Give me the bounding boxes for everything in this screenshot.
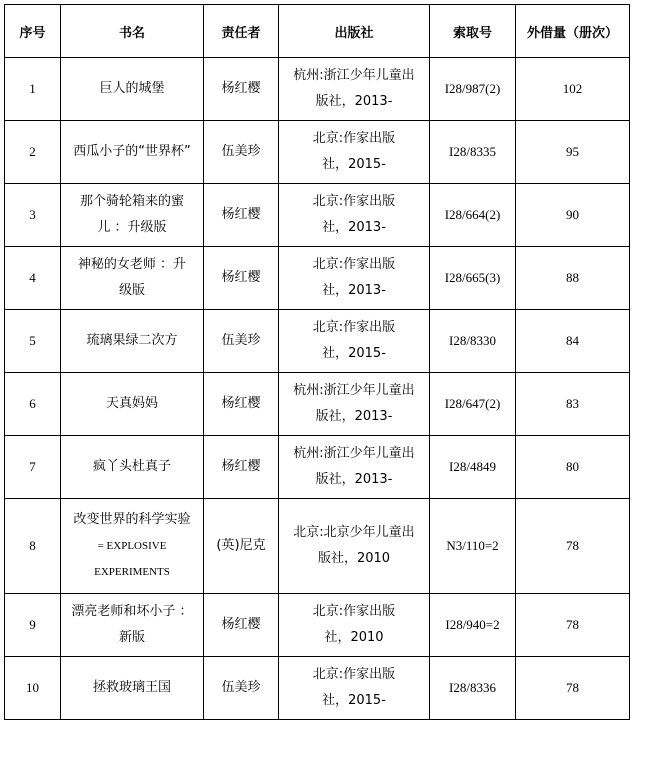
book-title-cell: [61, 373, 204, 436]
publisher-line: 杭州:浙江少年儿童出: [293, 446, 415, 461]
author-cell: 杨红樱: [204, 373, 279, 436]
book-title-line: EXPERIMENTS: [94, 566, 170, 578]
table-row: [5, 184, 630, 247]
publisher-cell: [279, 436, 430, 499]
author-cell: 杨红樱: [204, 594, 279, 657]
book-loan-table: [4, 4, 630, 720]
book-title-line: 天真妈妈: [105, 396, 158, 411]
table-row: [5, 58, 630, 121]
table-row: [5, 499, 630, 594]
publisher-cell: [279, 657, 430, 720]
book-title-line: 神秘的女老师 ：升: [77, 257, 187, 272]
header-publisher: 出版社: [279, 5, 430, 58]
publisher-line: 社，2013-: [322, 283, 386, 298]
publisher-line: 版社，2010: [317, 551, 391, 566]
book-title-cell: [61, 499, 204, 594]
author-cell: 伍美珍: [204, 310, 279, 373]
book-title-cell: [61, 184, 204, 247]
publisher-line: 杭州:浙江少年儿童出: [293, 68, 415, 83]
table-row: [5, 310, 630, 373]
call-number-cell: I28/8336: [430, 657, 516, 720]
row-number-cell: 6: [5, 373, 61, 436]
book-title-line: 琉璃果绿二次方: [86, 333, 178, 348]
publisher-cell: [279, 121, 430, 184]
book-title-line: = EXPLOSIVE: [97, 540, 167, 552]
call-number-cell: I28/664(2): [430, 184, 516, 247]
row-number-cell: 2: [5, 121, 61, 184]
book-title-line: 级版: [118, 283, 145, 298]
row-number-cell: 1: [5, 58, 61, 121]
publisher-line: 北京:作家出版: [312, 194, 396, 209]
publisher-line: 版社，2013-: [315, 472, 393, 487]
author-cell: (英)尼克: [204, 499, 279, 594]
publisher-line: 社，2015-: [322, 693, 386, 708]
header-loan-count: 外借量（册次）: [516, 5, 630, 58]
book-title-line: 拯救玻璃王国: [92, 680, 171, 695]
row-number-cell: 9: [5, 594, 61, 657]
call-number-cell: I28/665(3): [430, 247, 516, 310]
call-number-cell: I28/987(2): [430, 58, 516, 121]
loan-count-cell: 90: [516, 184, 630, 247]
publisher-line: 杭州:浙江少年儿童出: [293, 383, 415, 398]
loan-count-cell: 80: [516, 436, 630, 499]
publisher-line: 社，2013-: [322, 220, 386, 235]
book-title-cell: [61, 247, 204, 310]
call-number-cell: I28/8335: [430, 121, 516, 184]
book-title-line: 巨人的城堡: [99, 81, 165, 96]
loan-count-cell: 78: [516, 657, 630, 720]
publisher-line: 北京:作家出版: [312, 320, 396, 335]
table-row: [5, 594, 630, 657]
publisher-cell: [279, 247, 430, 310]
publisher-cell: [279, 594, 430, 657]
loan-count-cell: 95: [516, 121, 630, 184]
publisher-cell: [279, 373, 430, 436]
book-title-cell: [61, 657, 204, 720]
publisher-cell: [279, 310, 430, 373]
book-title-line: 西瓜小子的“世界杯”: [73, 144, 191, 159]
header-row: [5, 5, 630, 58]
call-number-cell: I28/8330: [430, 310, 516, 373]
call-number-cell: I28/4849: [430, 436, 516, 499]
table-row: [5, 373, 630, 436]
author-cell: 杨红樱: [204, 58, 279, 121]
loan-count-cell: 84: [516, 310, 630, 373]
book-title-line: 新版: [118, 630, 145, 645]
header-no: 序号: [5, 5, 61, 58]
author-cell: 杨红樱: [204, 184, 279, 247]
call-number-cell: I28/647(2): [430, 373, 516, 436]
book-title-cell: [61, 58, 204, 121]
book-title-cell: [61, 436, 204, 499]
book-title-cell: [61, 594, 204, 657]
table-row: [5, 657, 630, 720]
author-cell: 杨红樱: [204, 436, 279, 499]
publisher-line: 北京:作家出版: [312, 131, 396, 146]
publisher-cell: [279, 499, 430, 594]
book-title-line: 那个骑轮箱来的蜜: [79, 194, 184, 209]
header-title: 书名: [61, 5, 204, 58]
row-number-cell: 10: [5, 657, 61, 720]
row-number-cell: 8: [5, 499, 61, 594]
table-row: [5, 247, 630, 310]
publisher-line: 版社，2013-: [315, 94, 393, 109]
publisher-line: 北京:作家出版: [312, 257, 396, 272]
publisher-line: 版社，2013-: [315, 409, 393, 424]
loan-count-cell: 83: [516, 373, 630, 436]
table-row: [5, 436, 630, 499]
publisher-cell: [279, 184, 430, 247]
book-title-line: 疯丫头杜真子: [92, 459, 171, 474]
loan-count-cell: 88: [516, 247, 630, 310]
book-title-line: 儿 ：升级版: [97, 220, 167, 235]
author-cell: 伍美珍: [204, 121, 279, 184]
loan-count-cell: 78: [516, 499, 630, 594]
publisher-line: 社，2015-: [322, 346, 386, 361]
table-row: [5, 121, 630, 184]
publisher-cell: [279, 58, 430, 121]
publisher-line: 社，2010: [324, 630, 384, 645]
call-number-cell: N3/110=2: [430, 499, 516, 594]
row-number-cell: 5: [5, 310, 61, 373]
loan-count-cell: 102: [516, 58, 630, 121]
publisher-line: 北京:北京少年儿童出: [293, 525, 415, 540]
book-title-line: 漂亮老师和坏小子 ：: [71, 604, 193, 619]
publisher-line: 北京:作家出版: [312, 667, 396, 682]
row-number-cell: 3: [5, 184, 61, 247]
row-number-cell: 7: [5, 436, 61, 499]
loan-count-cell: 78: [516, 594, 630, 657]
book-title-cell: [61, 121, 204, 184]
row-number-cell: 4: [5, 247, 61, 310]
author-cell: 杨红樱: [204, 247, 279, 310]
header-call-number: 索取号: [430, 5, 516, 58]
publisher-line: 北京:作家出版: [312, 604, 396, 619]
author-cell: 伍美珍: [204, 657, 279, 720]
publisher-line: 社，2015-: [322, 157, 386, 172]
call-number-cell: I28/940=2: [430, 594, 516, 657]
book-title-cell: [61, 310, 204, 373]
book-title-line: 改变世界的科学实验: [73, 512, 191, 527]
header-author: 责任者: [204, 5, 279, 58]
